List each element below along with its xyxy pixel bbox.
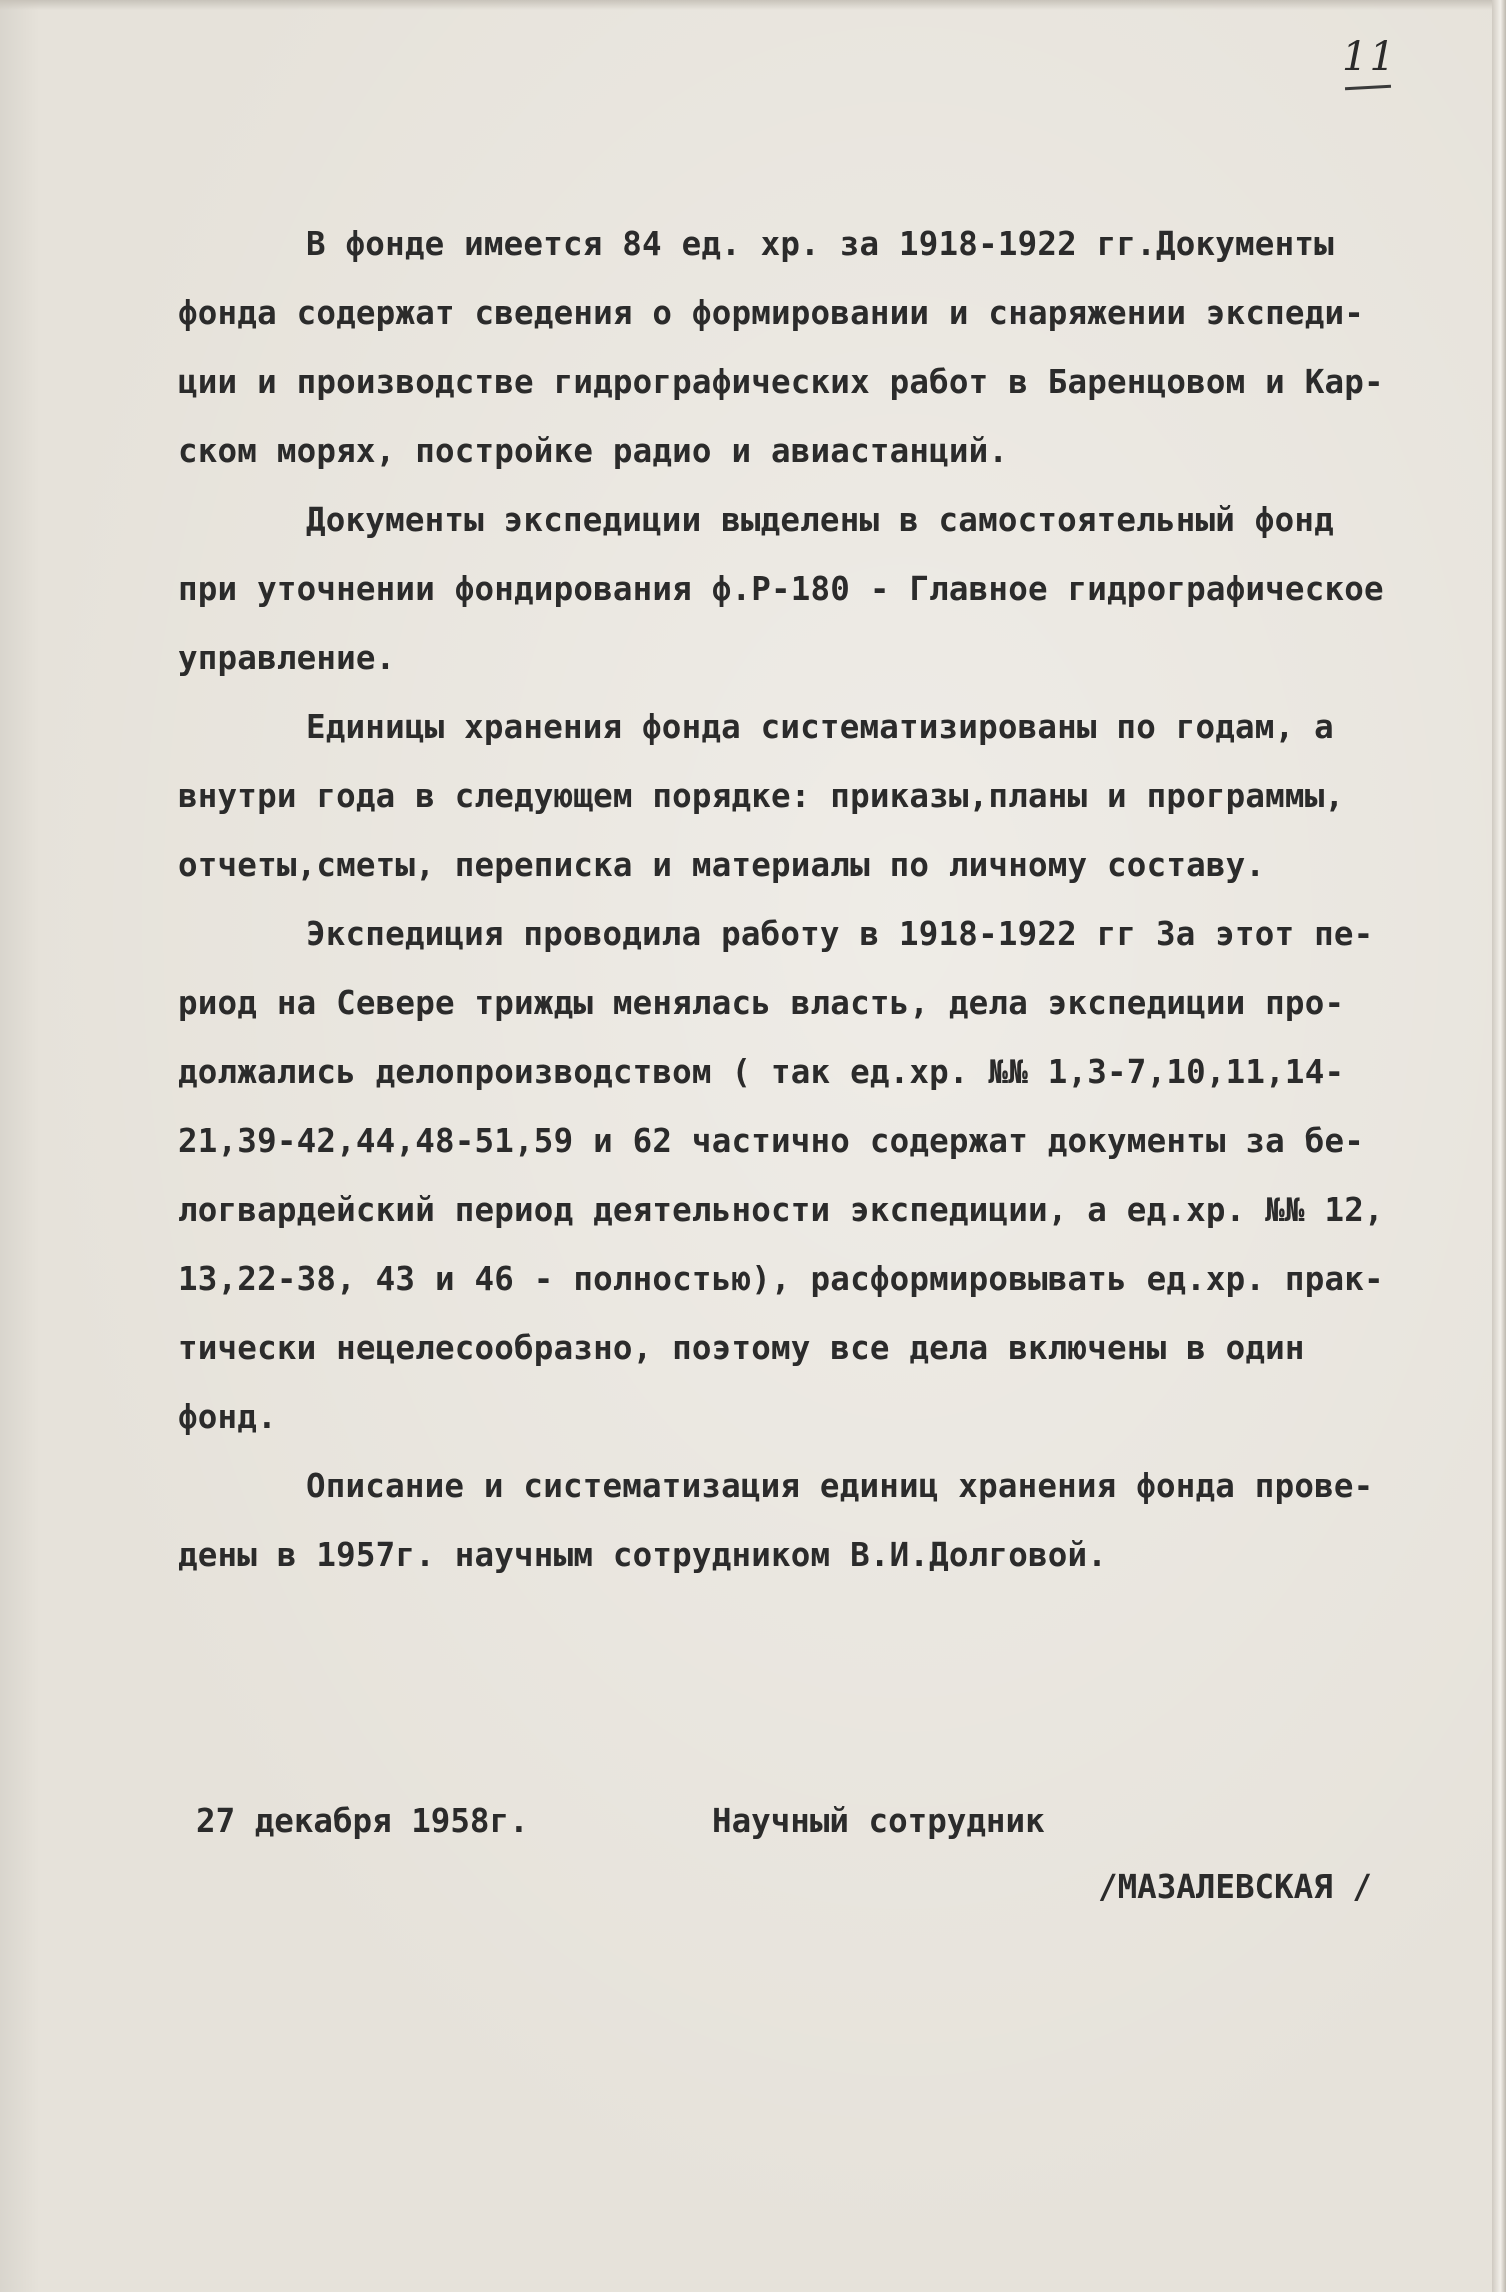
page-number: 11 (1342, 34, 1397, 80)
text-line: 13,22-38, 43 и 46 - полностью), расформировывать ед.хр. прак- (178, 1260, 1384, 1298)
text-line: риод на Севере трижды менялась власть, дела экспедиции про- (178, 984, 1345, 1022)
text-line: внутри года в следующем порядке: приказы,планы и программы, (178, 777, 1345, 815)
text-line: ском морях, постройке радио и авиастанций. (178, 432, 1009, 470)
text-line: ции и производстве гидрографических работ в Баренцовом и Кар- (178, 363, 1384, 401)
text-line: Единицы хранения фонда систематизированы по годам, а (306, 708, 1334, 746)
text-line: дены в 1957г. научным сотрудником В.И.Долговой. (178, 1536, 1108, 1574)
page-number-underline (1345, 85, 1391, 90)
text-line: Экспедиция проводила работу в 1918-1922 гг За этот пе- (306, 915, 1374, 953)
text-line: 21,39-42,44,48-51,59 и 62 частично содержат документы за бе- (178, 1122, 1364, 1160)
text-line: тически нецелесообразно, поэтому все дела включены в один (178, 1329, 1305, 1367)
text-line: логвардейский период деятельности экспедиции, а ед.хр. №№ 12, (178, 1191, 1384, 1229)
text-line: фонд. (178, 1398, 277, 1436)
document-body (178, 210, 1488, 1590)
text-line: должались делопроизводством ( так ед.хр. №№ 1,3-7,10,11,14- (178, 1053, 1345, 1091)
text-line: В фонде имеется 84 ед. хр. за 1918-1922 гг.Документы (306, 225, 1334, 263)
page-top-shadow (0, 0, 1506, 10)
text-line: отчеты,сметы, переписка и материалы по личному составу. (178, 846, 1266, 884)
signer-name: /МАЗАЛЕВСКАЯ / (1098, 1868, 1372, 1906)
text-line: Документы экспедиции выделены в самостоятельный фонд (306, 501, 1334, 539)
text-line: управление. (178, 639, 396, 677)
page-right-edge (1492, 0, 1506, 2292)
text-line: Описание и систематизация единиц хранения фонда прове- (306, 1467, 1374, 1505)
document-date: 27 декабря 1958г. (196, 1802, 529, 1840)
signer-position: Научный сотрудник (712, 1802, 1045, 1840)
text-line: фонда содержат сведения о формировании и снаряжении экспеди- (178, 294, 1364, 332)
text-line: при уточнении фондирования ф.Р-180 - Главное гидрографическое (178, 570, 1384, 608)
